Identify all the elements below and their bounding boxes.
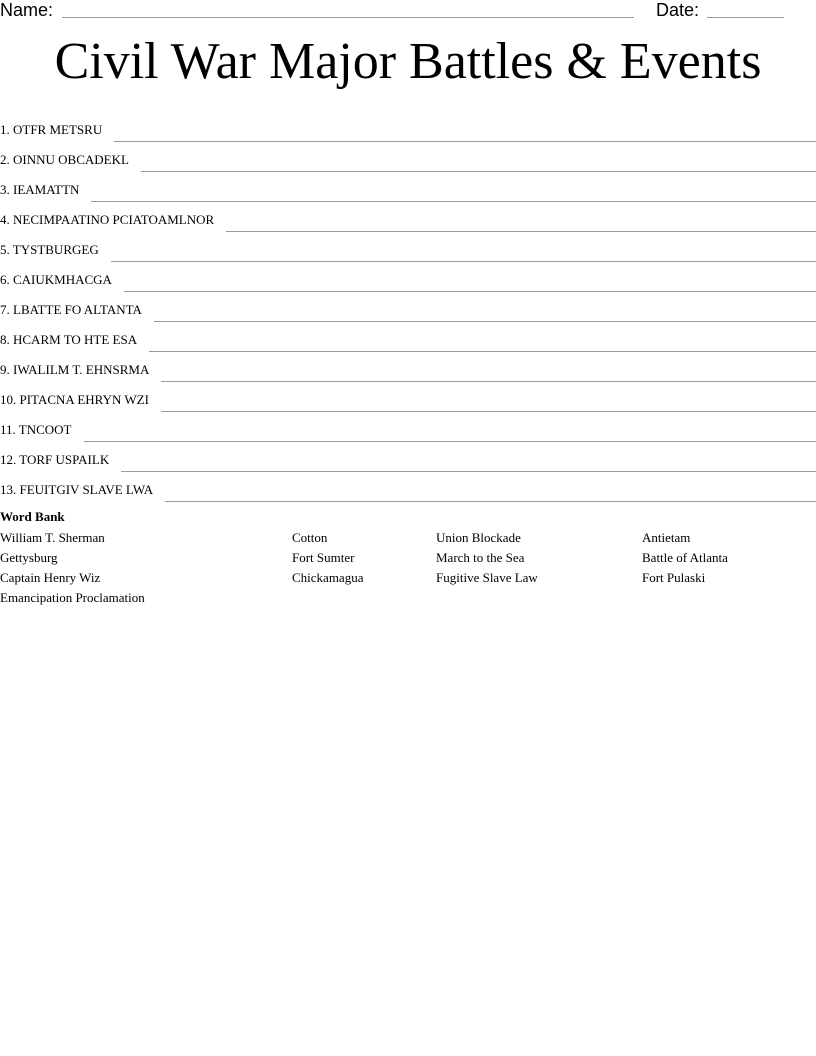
answer-line (165, 501, 816, 502)
question-item (0, 350, 816, 380)
word-bank (0, 508, 816, 608)
question-text: 11. TNCOOT (0, 422, 72, 437)
word-bank-column (292, 528, 363, 588)
word-bank-title: Word Bank (0, 509, 65, 524)
word-bank-item: Fort Sumter (292, 550, 355, 565)
word-bank-item: Battle of Atlanta (642, 550, 728, 565)
question-text: 6. CAIUKMHACGA (0, 272, 112, 287)
answer-line (149, 351, 816, 352)
question-item (0, 320, 816, 350)
question-item (0, 380, 816, 410)
word-bank-item: William T. Sherman (0, 530, 105, 545)
word-bank-item: Chickamagua (292, 570, 364, 585)
answer-line (91, 201, 816, 202)
question-text: 8. HCARM TO HTE ESA (0, 332, 138, 347)
question-item (0, 140, 816, 170)
word-bank-column (436, 528, 538, 588)
question-item (0, 470, 816, 500)
worksheet-header (0, 0, 816, 24)
question-list (0, 110, 816, 500)
answer-line (111, 261, 816, 262)
answer-line (154, 321, 816, 322)
question-item (0, 170, 816, 200)
answer-line (226, 231, 816, 232)
question-item (0, 260, 816, 290)
word-bank-columns (0, 528, 816, 608)
question-item (0, 110, 816, 140)
answer-line (84, 441, 816, 442)
word-bank-column (0, 528, 145, 608)
question-text: 5. TYSTBURGEG (0, 242, 99, 257)
question-text: 4. NECIMPAATINO PCIATOAMLNOR (0, 212, 215, 227)
answer-line (114, 141, 816, 142)
word-bank-item: Captain Henry Wiz (0, 570, 101, 585)
question-text: 7. LBATTE FO ALTANTA (0, 302, 142, 317)
answer-line (121, 471, 816, 472)
word-bank-item: Antietam (642, 530, 691, 545)
date-field-line (707, 17, 784, 18)
word-bank-item: Union Blockade (436, 530, 521, 545)
page-title: Civil War Major Battles & Events (54, 33, 762, 90)
question-item (0, 410, 816, 440)
question-text: 1. OTFR METSRU (0, 122, 103, 137)
word-bank-item: March to the Sea (436, 550, 525, 565)
question-text: 12. TORF USPAILK (0, 452, 110, 467)
question-text: 10. PITACNA EHRYN WZI (0, 392, 149, 407)
question-item (0, 230, 816, 260)
name-label: Name: (0, 0, 54, 20)
question-text: 9. IWALILM T. EHNSRMA (0, 362, 150, 377)
name-field-line (62, 17, 634, 18)
question-item (0, 200, 816, 230)
word-bank-item: Gettysburg (0, 550, 58, 565)
question-item (0, 440, 816, 470)
answer-line (141, 171, 816, 172)
question-text: 2. OINNU OBCADEKL (0, 152, 129, 167)
answer-line (161, 381, 816, 382)
question-text: 13. FEUITGIV SLAVE LWA (0, 482, 154, 497)
word-bank-column (642, 528, 728, 588)
word-bank-item: Fugitive Slave Law (436, 570, 538, 585)
date-label: Date: (656, 0, 700, 20)
answer-line (124, 291, 816, 292)
answer-line (161, 411, 816, 412)
question-item (0, 290, 816, 320)
word-bank-item: Cotton (292, 530, 328, 545)
word-bank-item: Emancipation Proclamation (0, 590, 145, 605)
word-bank-item: Fort Pulaski (642, 570, 706, 585)
question-text: 3. IEAMATTN (0, 182, 80, 197)
